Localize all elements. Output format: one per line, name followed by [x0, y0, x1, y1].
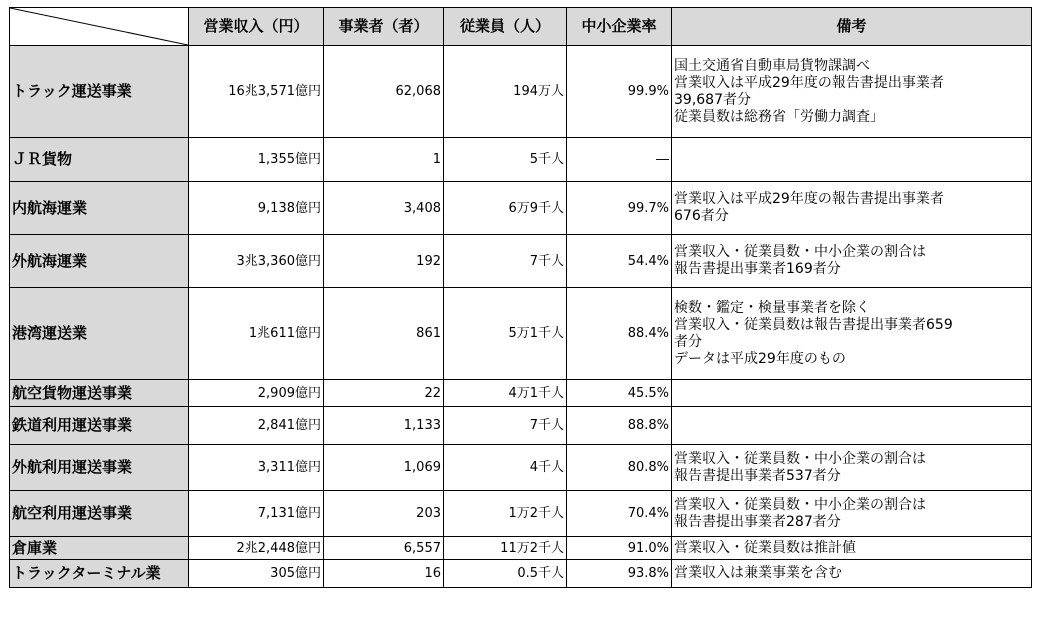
employees-cell: 7千人	[444, 407, 567, 445]
header-employees: 従業員（人）	[444, 8, 567, 46]
operators-cell: 6,557	[324, 537, 444, 560]
sme-rate-cell: 45.5%	[567, 380, 672, 407]
employees-cell: 0.5千人	[444, 560, 567, 588]
header-revenue: 営業収入（円）	[189, 8, 324, 46]
operators-cell: 1,133	[324, 407, 444, 445]
revenue-cell: 1,355億円	[189, 138, 324, 182]
industry-name: ＪＲ貨物	[10, 138, 189, 182]
table-row	[10, 288, 1032, 380]
revenue-cell: 305億円	[189, 560, 324, 588]
employees-cell: 7千人	[444, 235, 567, 288]
sme-rate-cell: 54.4%	[567, 235, 672, 288]
remarks-line: 営業収入・従業員数・中小企業の割合は	[674, 496, 926, 513]
employees-cell: 4千人	[444, 445, 567, 491]
revenue-cell: 16兆3,571億円	[189, 46, 324, 138]
header-sme-rate: 中小企業率	[567, 8, 672, 46]
table-row	[10, 235, 1032, 288]
revenue-cell: 3兆3,360億円	[189, 235, 324, 288]
corner-cell	[10, 8, 189, 46]
remarks-line: 営業収入・従業員数は推計値	[674, 539, 856, 556]
remarks-cell	[672, 491, 1032, 537]
remarks-line: 報告書提出事業者169者分	[674, 261, 841, 277]
sme-rate-cell: 99.9%	[567, 46, 672, 138]
employees-cell: 1万2千人	[444, 491, 567, 537]
table-row	[10, 560, 1032, 588]
sme-rate-cell: 91.0%	[567, 537, 672, 560]
industry-name: 航空利用運送事業	[10, 491, 189, 537]
employees-cell: 194万人	[444, 46, 567, 138]
employees-cell: 11万2千人	[444, 537, 567, 560]
sme-rate-cell: 88.8%	[567, 407, 672, 445]
industry-name: 航空貨物運送事業	[10, 380, 189, 407]
remarks-cell	[672, 537, 1032, 560]
remarks-cell	[672, 560, 1032, 588]
remarks-line: 報告書提出事業者537者分	[674, 467, 841, 484]
revenue-cell: 2,841億円	[189, 407, 324, 445]
remarks-line: 営業収入は平成29年度の報告書提出事業者	[674, 191, 944, 207]
remarks-cell	[672, 138, 1032, 182]
remarks-line: 営業収入・従業員数・中小企業の割合は	[674, 244, 926, 260]
table-body	[10, 46, 1032, 588]
operators-cell: 3,408	[324, 182, 444, 235]
industry-name: 外航利用運送事業	[10, 445, 189, 491]
remarks-line: 営業収入は平成29年度の報告書提出事業者	[674, 74, 944, 91]
revenue-cell: 2兆2,448億円	[189, 537, 324, 560]
revenue-cell: 2,909億円	[189, 380, 324, 407]
operators-cell: 1	[324, 138, 444, 182]
table-row	[10, 46, 1032, 138]
operators-cell: 192	[324, 235, 444, 288]
revenue-cell: 9,138億円	[189, 182, 324, 235]
sme-rate-cell: 93.8%	[567, 560, 672, 588]
remarks-cell	[672, 46, 1032, 138]
operators-cell: 203	[324, 491, 444, 537]
industry-name: 鉄道利用運送事業	[10, 407, 189, 445]
remarks-line: 676者分	[674, 208, 729, 224]
remarks-line: データは平成29年度のもの	[674, 350, 846, 367]
employees-cell: 5千人	[444, 138, 567, 182]
operators-cell: 16	[324, 560, 444, 588]
industry-name: 港湾運送業	[10, 288, 189, 380]
remarks-line: 検数・鑑定・検量事業者を除く	[674, 299, 870, 316]
remarks-cell	[672, 380, 1032, 407]
remarks-cell	[672, 445, 1032, 491]
operators-cell: 22	[324, 380, 444, 407]
remarks-line: 国土交通省自動車局貨物課調べ	[674, 57, 870, 74]
industry-name: 倉庫業	[10, 537, 189, 560]
sme-rate-cell: 99.7%	[567, 182, 672, 235]
sme-rate-cell: ―	[567, 138, 672, 182]
table-row	[10, 380, 1032, 407]
remarks-line: 者分	[674, 333, 702, 350]
remarks-line: 39,687者分	[674, 91, 751, 108]
operators-cell: 62,068	[324, 46, 444, 138]
revenue-cell: 3,311億円	[189, 445, 324, 491]
industry-name: 外航海運業	[10, 235, 189, 288]
table-row	[10, 138, 1032, 182]
industry-name: トラックターミナル業	[10, 560, 189, 588]
operators-cell: 861	[324, 288, 444, 380]
revenue-cell: 7,131億円	[189, 491, 324, 537]
table-row	[10, 445, 1032, 491]
table-row	[10, 182, 1032, 235]
diagonal-line	[10, 8, 188, 45]
sme-rate-cell: 70.4%	[567, 491, 672, 537]
remarks-cell	[672, 235, 1032, 288]
industry-name: トラック運送事業	[10, 46, 189, 138]
logistics-industry-table	[9, 7, 1032, 588]
header-row	[10, 8, 1032, 46]
table-row	[10, 407, 1032, 445]
remarks-line: 従業員数は総務省「労働力調査」	[674, 108, 884, 125]
employees-cell: 6万9千人	[444, 182, 567, 235]
sme-rate-cell: 88.4%	[567, 288, 672, 380]
employees-cell: 5万1千人	[444, 288, 567, 380]
operators-cell: 1,069	[324, 445, 444, 491]
industry-name: 内航海運業	[10, 182, 189, 235]
remarks-line: 報告書提出事業者287者分	[674, 513, 841, 530]
remarks-line: 営業収入・従業員数は報告書提出事業者659	[674, 316, 953, 333]
remarks-line: 営業収入・従業員数・中小企業の割合は	[674, 450, 926, 467]
revenue-cell: 1兆611億円	[189, 288, 324, 380]
header-operators: 事業者（者）	[324, 8, 444, 46]
table-row	[10, 537, 1032, 560]
employees-cell: 4万1千人	[444, 380, 567, 407]
remarks-cell	[672, 288, 1032, 380]
remarks-line: 営業収入は兼業事業を含む	[674, 565, 842, 581]
remarks-cell	[672, 182, 1032, 235]
sme-rate-cell: 80.8%	[567, 445, 672, 491]
header-remarks: 備考	[672, 8, 1032, 46]
remarks-cell	[672, 407, 1032, 445]
table-row	[10, 491, 1032, 537]
